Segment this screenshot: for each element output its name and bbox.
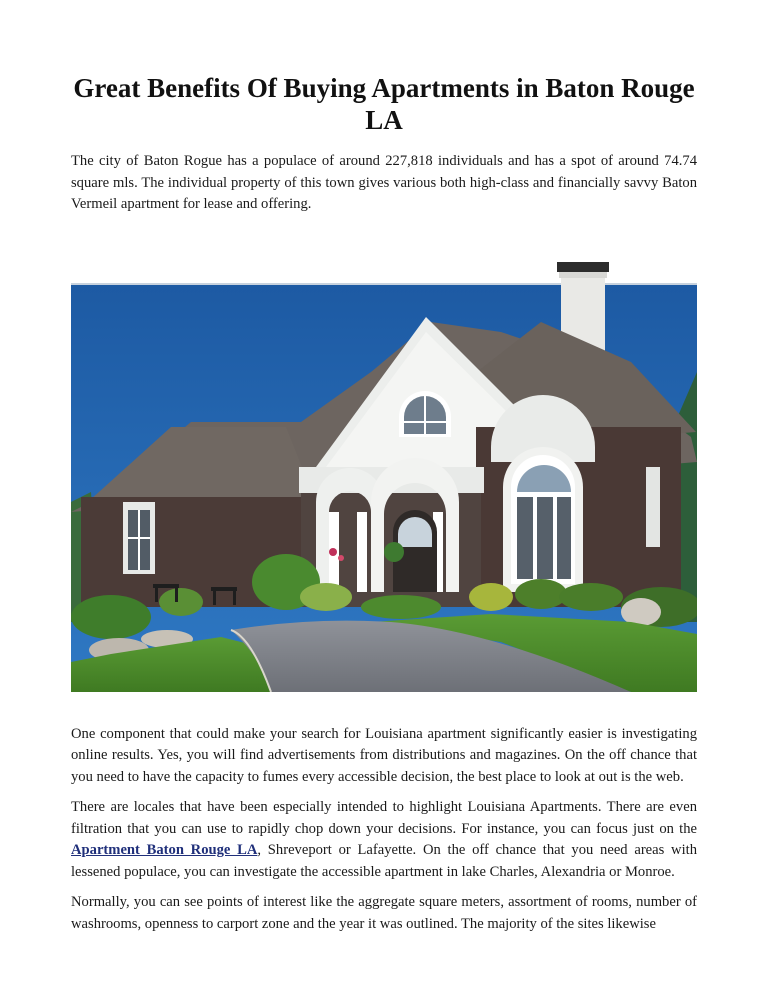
paragraph-text: , Shreveport or Lafayette. On the off chance that you need areas with lessened populace, you can investigate the accessible apartment in lake Charles, Alexandria or Monroe. (71, 842, 697, 880)
body-paragraph-locales (71, 797, 697, 883)
body-paragraph-online-search: One component that could make your search for Louisiana apartment significantly easier is investigating online results. Yes, you will find advertisements from distributions and magazines. On the off chance that you need to have the capacity to fumes every accessible decision, the best place to look at out is the web. (71, 725, 697, 785)
body-paragraph-details: Normally, you can see points of interest like the aggregate square meters, assortment of rooms, number of washrooms, openness to carport zone and the year it was outlined. The majority of the sites likewise (71, 894, 697, 932)
paragraph-text: There are locales that have been especially intended to highlight Louisiana Apartments. There are even filtration that you can use to rapidly chop down your decisions. For instance, you can focus just on the (71, 799, 697, 837)
intro-paragraph: The city of Baton Rogue has a populace of around 227,818 individuals and has a spot of around 74.74 square mls. The individual property of this town gives various both high-class and financially savvy Baton Vermeil apartment for lease and offering. (71, 153, 697, 212)
page-title: Great Benefits Of Buying Apartments in Baton Rouge LA (73, 73, 695, 135)
document-page (71, 72, 697, 935)
house-photo (71, 262, 697, 692)
apartment-baton-rouge-link[interactable]: Apartment Baton Rouge LA (71, 842, 258, 858)
